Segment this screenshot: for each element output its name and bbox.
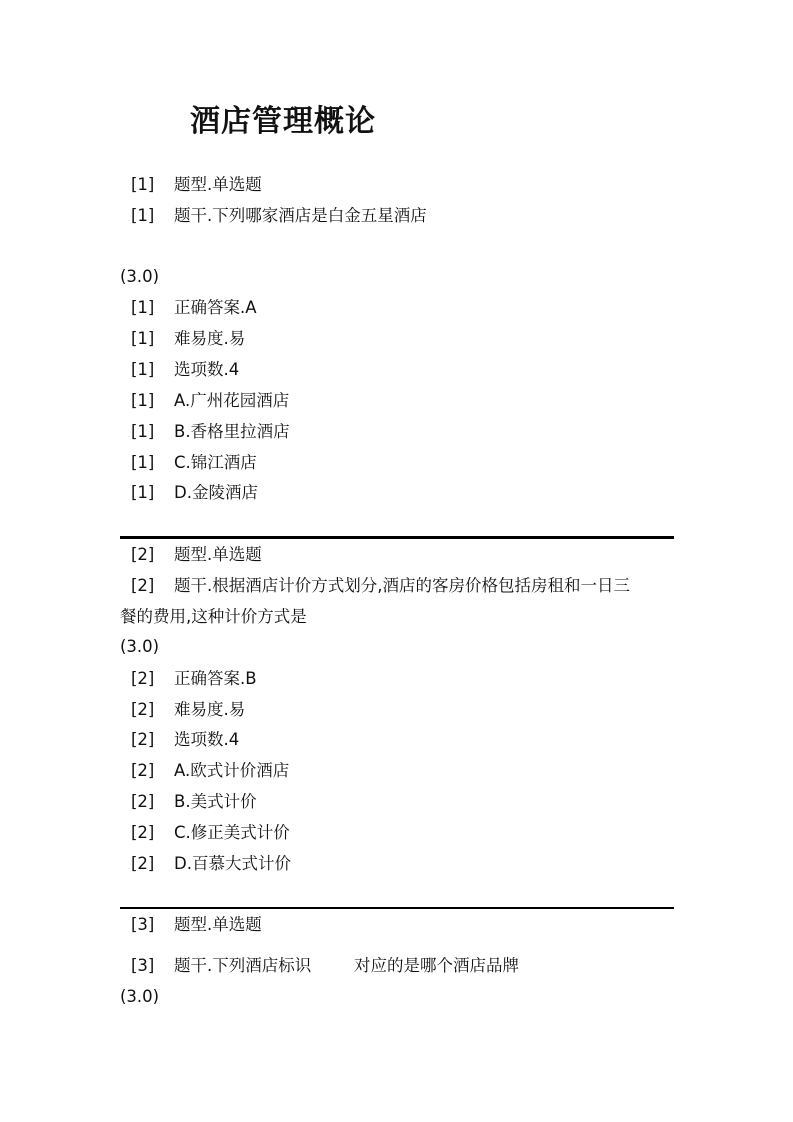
question-number: [2] xyxy=(131,730,155,749)
question-number: [3] xyxy=(131,915,155,934)
question-score: (3.0) xyxy=(120,637,160,656)
difficulty: 难易度.易 xyxy=(174,700,246,719)
question-number: [1] xyxy=(131,422,155,441)
question-stem: 题干.根据酒店计价方式划分,酒店的客房价格包括房租和一日三 xyxy=(174,576,630,595)
question-number: [2] xyxy=(131,761,155,780)
option-text: B.香格里拉酒店 xyxy=(174,422,290,441)
option-count: 选项数.4 xyxy=(174,730,240,749)
question-stem-continuation: 餐的费用,这种计价方式是 xyxy=(120,607,307,626)
question-number: [2] xyxy=(131,669,155,688)
option-text: A.广州花园酒店 xyxy=(174,391,290,410)
question-number: [1] xyxy=(131,298,155,317)
question-number: [2] xyxy=(131,576,155,595)
question-number: [1] xyxy=(131,391,155,410)
question-number: [1] xyxy=(131,483,155,502)
divider xyxy=(120,907,674,909)
question-stem: 题干.下列酒店标识 xyxy=(174,956,312,975)
question-stem-after-logo: 对应的是哪个酒店品牌 xyxy=(354,956,519,975)
question-number: [2] xyxy=(131,545,155,564)
option-text: B.美式计价 xyxy=(174,792,257,811)
correct-answer: 正确答案.A xyxy=(174,298,257,317)
document-title: 酒店管理概论 xyxy=(190,104,376,139)
question-type: 题型.单选题 xyxy=(174,175,262,194)
question-number: [3] xyxy=(131,956,155,975)
question-type: 题型.单选题 xyxy=(174,545,262,564)
question-number: [2] xyxy=(131,700,155,719)
option-text: C.修正美式计价 xyxy=(174,823,290,842)
question-stem: 题干.下列哪家酒店是白金五星酒店 xyxy=(174,206,427,225)
question-score: (3.0) xyxy=(120,267,160,286)
option-text: D.金陵酒店 xyxy=(174,483,258,502)
question-number: [1] xyxy=(131,175,155,194)
option-text: C.锦江酒店 xyxy=(174,453,257,472)
question-number: [1] xyxy=(131,329,155,348)
question-number: [1] xyxy=(131,453,155,472)
question-number: [1] xyxy=(131,360,155,379)
difficulty: 难易度.易 xyxy=(174,329,246,348)
question-number: [2] xyxy=(131,823,155,842)
question-number: [2] xyxy=(131,854,155,873)
option-text: D.百慕大式计价 xyxy=(174,854,291,873)
correct-answer: 正确答案.B xyxy=(174,669,257,688)
option-count: 选项数.4 xyxy=(174,360,240,379)
question-type: 题型.单选题 xyxy=(174,915,262,934)
question-number: [2] xyxy=(131,792,155,811)
question-score: (3.0) xyxy=(120,987,160,1006)
question-number: [1] xyxy=(131,206,155,225)
divider xyxy=(120,536,674,539)
option-text: A.欧式计价酒店 xyxy=(174,761,290,780)
